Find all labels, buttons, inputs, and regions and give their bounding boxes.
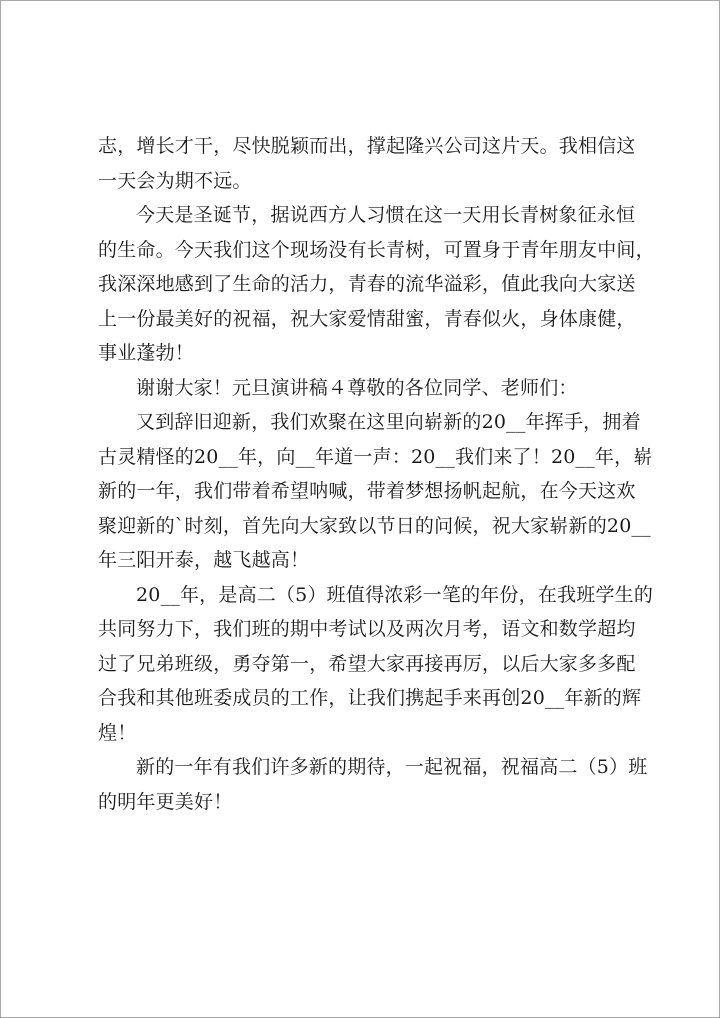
- document-body: [98, 129, 655, 819]
- text-line: 年三阳开泰，越飞越高！: [98, 549, 310, 571]
- text-line: 合我和其他班委成员的工作，让我们携起手来再创20__年新的辉: [98, 687, 642, 709]
- paragraph-3: [98, 371, 646, 406]
- paragraph-1: [98, 129, 646, 198]
- paragraph-6: [98, 750, 646, 819]
- text-line: 聚迎新的`时刻，首先向大家致以节日的问候，祝大家崭新的20__: [98, 514, 651, 537]
- text-line: 煌！: [98, 721, 137, 744]
- paragraph-2: [98, 198, 655, 371]
- text-line: 的生命。今天我们这个现场没有长青树，可置身于青年朋友中间，: [98, 238, 655, 261]
- text-line: 新的一年有我们许多新的期待，一起祝福，祝福高二（5）班: [136, 756, 648, 778]
- text-line: 过了兄弟班级，勇夺第一，希望大家再接再厉，以后大家多多配: [98, 652, 636, 675]
- text-line: 新的一年，我们带着希望呐喊，带着梦想扬帆起航，在今天这欢: [98, 480, 636, 502]
- paragraph-5: [98, 578, 654, 751]
- text-line: 今天是圣诞节，据说西方人习惯在这一天用长青树象征永恒: [136, 204, 636, 226]
- text-line: 共同努力下，我们班的期中考试以及两次月考，语文和数学超均: [98, 618, 636, 640]
- text-line: 一天会为期不远。: [98, 169, 252, 192]
- text-line: 志，增长才干，尽快脱颖而出，撑起隆兴公司这片天。我相信这: [98, 135, 636, 157]
- text-line: 谢谢大家！元旦演讲稿４尊敬的各位同学、老师们：: [136, 376, 578, 399]
- text-line: 20__年，是高二（5）班值得浓彩一笔的年份，在我班学生的: [136, 583, 654, 606]
- paragraph-4: [98, 405, 653, 578]
- text-line: 我深深地感到了生命的活力，青春的流华溢彩，值此我向大家送: [98, 273, 636, 295]
- text-line: 的明年更美好！: [98, 790, 233, 813]
- text-line: 古灵精怪的20__年，向__年道一声：20__我们来了！20__年，崭: [98, 445, 653, 468]
- text-line: 又到辞旧迎新，我们欢聚在这里向崭新的20__年挥手，拥着: [136, 411, 641, 433]
- text-line: 上一份最美好的祝福，祝大家爱情甜蜜，青春似火，身体康健，: [98, 307, 636, 330]
- text-line: 事业蓬勃！: [98, 342, 195, 364]
